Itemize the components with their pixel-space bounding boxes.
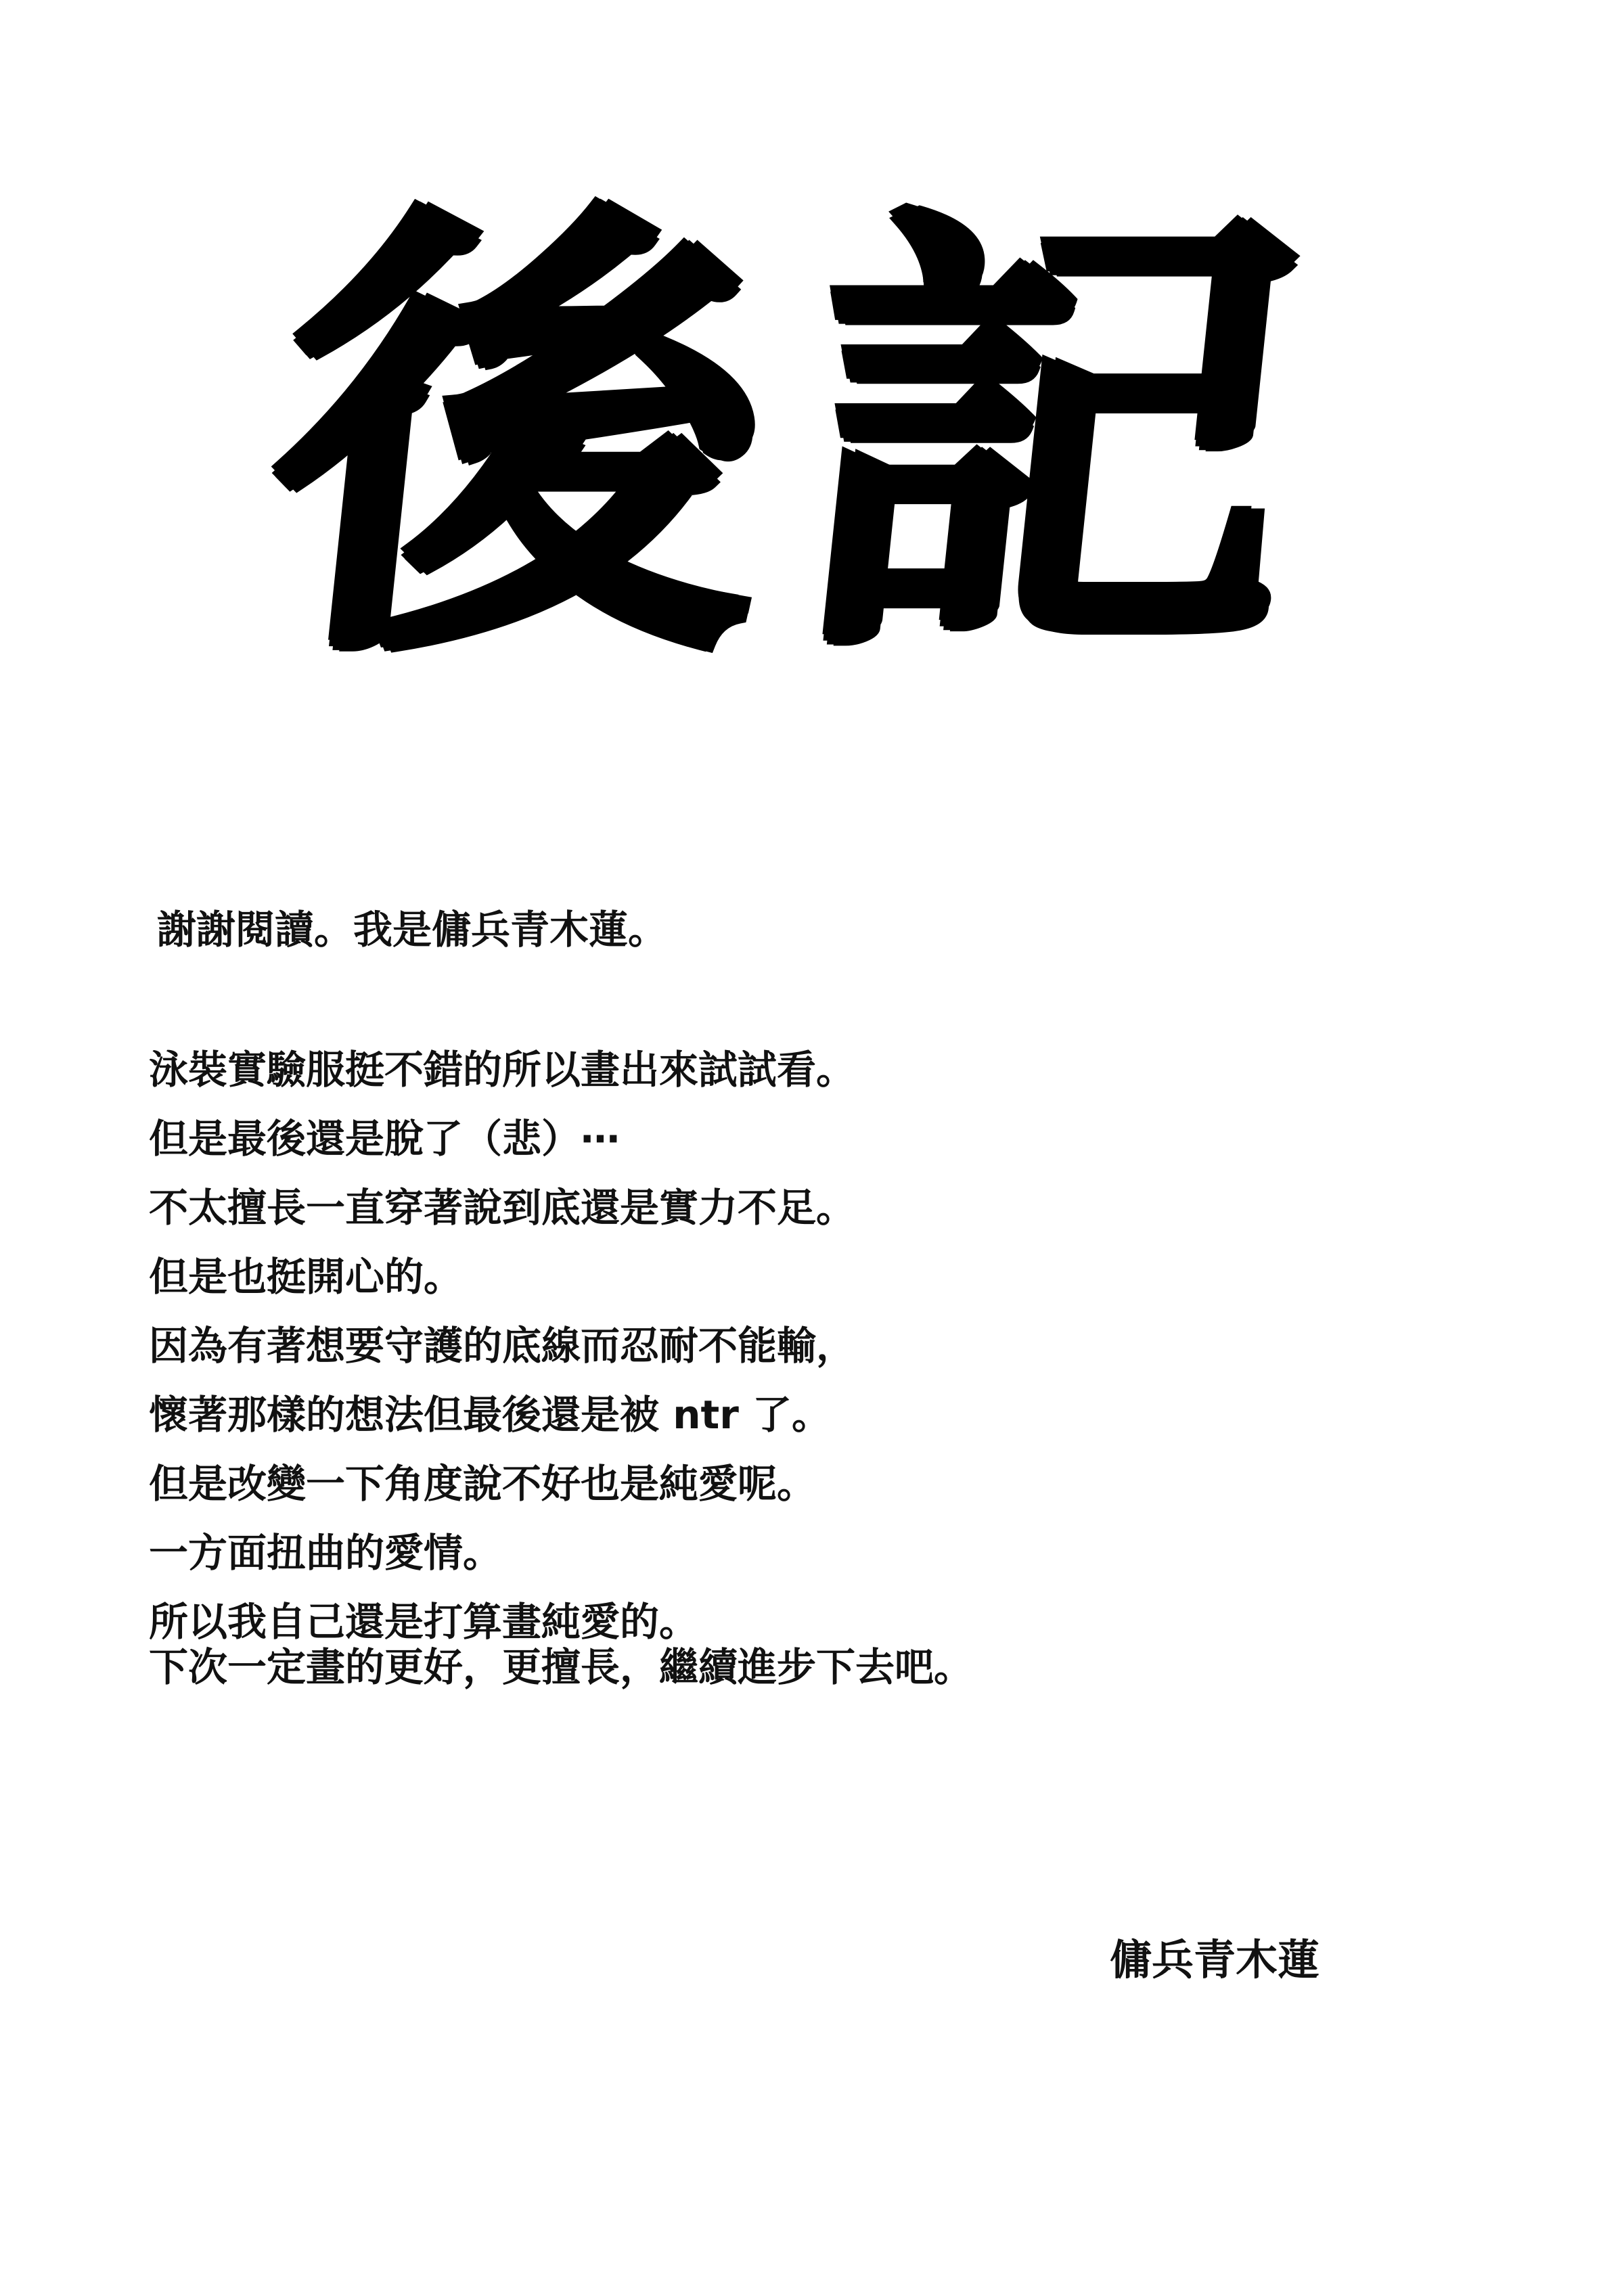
afterword-body — [149, 1035, 855, 1656]
greeting-line: 謝謝閱讀。我是傭兵青木蓮。 — [157, 907, 668, 953]
body-line: 所以我自己還是打算畫純愛的。 — [149, 1599, 699, 1645]
body-line: 懷著那樣的想法但最後還是被 ntr 了。 — [149, 1392, 832, 1438]
body-line: 不太擅長一直穿著說到底還是實力不足。 — [149, 1185, 856, 1231]
title-calligraphy: 後記 — [248, 168, 1362, 712]
author-signature: 傭兵青木蓮 — [1110, 1935, 1320, 1984]
body-line: 泳裝實驗服挺不錯的所以畫出來試試看。 — [149, 1047, 856, 1093]
body-line: 但是也挺開心的。 — [149, 1254, 464, 1300]
body-line: 但是最後還是脫了（悲）⋯ — [149, 1116, 621, 1162]
body-line: 因為有著想要守護的底線而忍耐不能輸， — [149, 1323, 856, 1369]
closing-line: 下次一定畫的更好，更擅長，繼續進步下去吧。 — [149, 1644, 974, 1690]
body-line: 但是改變一下角度說不好也是純愛呢。 — [149, 1461, 817, 1507]
body-line: 一方面扭曲的愛情。 — [149, 1530, 503, 1576]
page-title — [230, 135, 1380, 744]
